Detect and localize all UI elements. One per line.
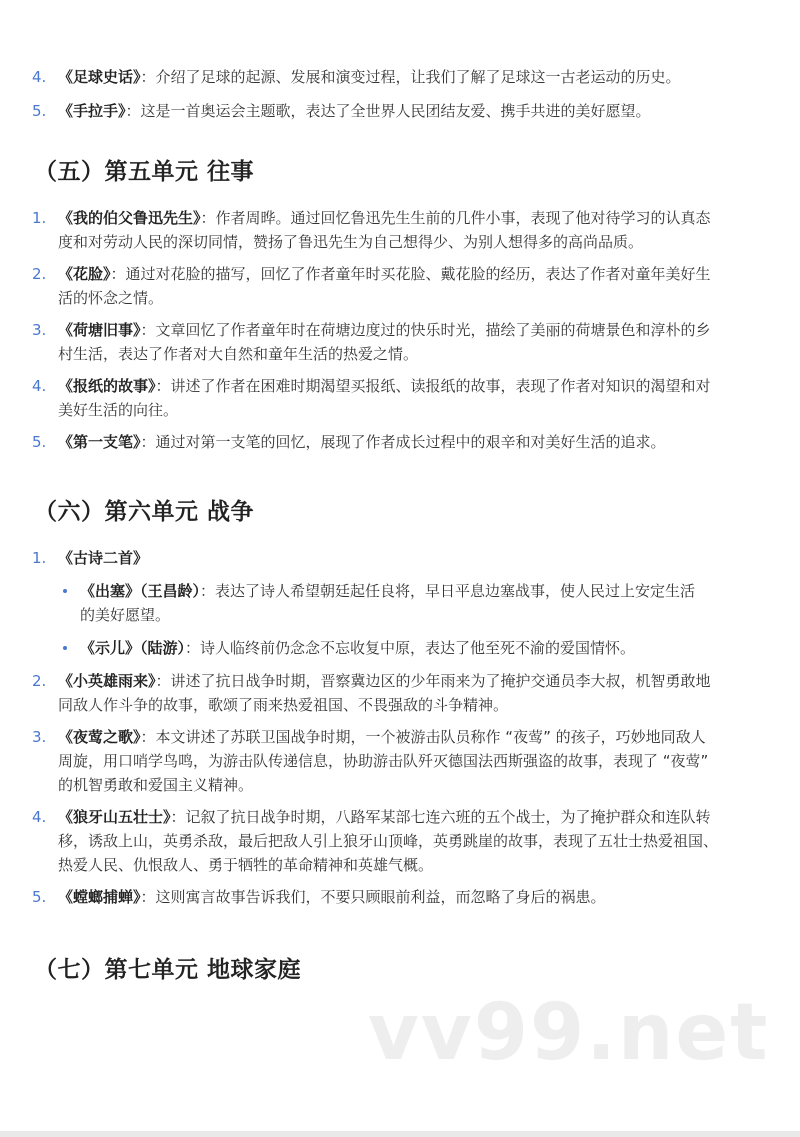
item-text-cont: 热爱人民、仇恨敌人、勇于牺牲的革命精神和英雄气概。 bbox=[58, 856, 434, 874]
item-title: 《花脸》 bbox=[58, 265, 111, 283]
list-item bbox=[32, 885, 784, 909]
item-text: 通过对花脸的描写，回忆了作者童年时买花脸、戴花脸的经历，表达了作者对童年美好生 bbox=[125, 265, 711, 283]
item-text-cont: 周旋，用口哨学鸟鸣，为游击队传递信息，协助游击队歼灭德国法西斯强盗的故事，表现了 “夜莺” bbox=[58, 752, 709, 770]
item-text: 本文讲述了苏联卫国战争时期，一个被游击队员称作 “夜莺” 的孩子，巧妙地同敌人 bbox=[155, 728, 706, 746]
unit5-list bbox=[32, 206, 784, 454]
item-title: 《古诗二首》 bbox=[58, 549, 149, 567]
bullet-icon bbox=[63, 646, 67, 650]
item-colon: ： bbox=[140, 728, 156, 746]
item-colon: ： bbox=[200, 582, 216, 600]
list-item bbox=[32, 374, 784, 422]
page-bottom-edge bbox=[0, 1131, 800, 1137]
item-text: 通过对第一支笔的回忆，展现了作者成长过程中的艰辛和对美好生活的追求。 bbox=[155, 433, 666, 451]
item-text-cont: 村生活，表达了作者对大自然和童年生活的热爱之情。 bbox=[58, 345, 419, 363]
item-colon: ： bbox=[155, 377, 171, 395]
item-colon: ： bbox=[140, 433, 156, 451]
list-item bbox=[32, 805, 784, 877]
unit4-list bbox=[32, 65, 784, 123]
poem-author: （王昌龄） bbox=[140, 582, 201, 600]
item-text: 诗人临终前仍念念不忘收复中原，表达了他至死不渝的爱国情怀。 bbox=[200, 639, 636, 657]
item-colon: ： bbox=[155, 672, 171, 690]
poem-title: 《示儿》 bbox=[80, 639, 141, 657]
list-item bbox=[32, 318, 784, 366]
item-colon: ： bbox=[125, 102, 141, 120]
item-number: 2. bbox=[32, 265, 47, 283]
item-title: 《狼牙山五壮士》 bbox=[58, 808, 171, 826]
list-item bbox=[32, 262, 784, 310]
item-text-cont: 的美好愿望。 bbox=[80, 606, 171, 624]
item-text: 文章回忆了作者童年时在荷塘边度过的快乐时光，描绘了美丽的荷塘景色和淳朴的乡 bbox=[155, 321, 711, 339]
poem-author: （陆游） bbox=[140, 639, 186, 657]
item-number: 1. bbox=[32, 209, 47, 227]
item-title: 《夜莺之歌》 bbox=[58, 728, 141, 746]
item-text-cont: 同敌人作斗争的故事，歌颂了雨来热爱祖国、不畏强敌的斗争精神。 bbox=[58, 696, 509, 714]
item-text: 表达了诗人希望朝廷起任良将，早日平息边塞战事，使人民过上安定生活 bbox=[215, 582, 696, 600]
item-title: 《手拉手》 bbox=[58, 102, 126, 120]
item-text-cont: 的机智勇敢和爱国主义精神。 bbox=[58, 776, 254, 794]
item-title: 《螳螂捕蝉》 bbox=[58, 888, 141, 906]
item-text-cont: 移，诱敌上山，英勇杀敌，最后把敌人引上狼牙山顶峰，英勇跳崖的故事，表现了五壮士热爱祖国、 bbox=[58, 832, 719, 850]
item-number: 5. bbox=[32, 888, 47, 906]
item-title: 《我的伯父鲁迅先生》 bbox=[58, 209, 201, 227]
item-colon: ： bbox=[185, 639, 201, 657]
unit6-list bbox=[32, 546, 784, 909]
list-item bbox=[32, 669, 784, 717]
item-text: 讲述了作者在困难时期渴望买报纸、读报纸的故事，表现了作者对知识的渴望和对 bbox=[170, 377, 711, 395]
item-number: 1. bbox=[32, 549, 47, 567]
section-heading-unit5: （五）第五单元 往事 bbox=[34, 159, 255, 185]
item-text: 作者周晔。通过回忆鲁迅先生生前的几件小事，表现了他对待学习的认真态 bbox=[215, 209, 711, 227]
item-number: 3. bbox=[32, 321, 47, 339]
item-text-cont: 度和对劳动人民的深切同情，赞扬了鲁迅先生为自己想得少、为别人想得多的高尚品质。 bbox=[58, 233, 644, 251]
item-text: 这是一首奥运会主题歌，表达了全世界人民团结友爱、携手共进的美好愿望。 bbox=[140, 102, 651, 120]
item-colon: ： bbox=[110, 265, 126, 283]
list-item bbox=[32, 65, 784, 89]
list-item bbox=[32, 430, 784, 454]
item-colon: ： bbox=[140, 888, 156, 906]
list-item bbox=[32, 206, 784, 254]
item-text: 记叙了抗日战争时期，八路军某部七连六班的五个战士，为了掩护群众和连队转 bbox=[185, 808, 711, 826]
sub-list-item bbox=[32, 579, 784, 627]
sub-list-item bbox=[32, 636, 784, 660]
section-heading-unit7: （七）第七单元 地球家庭 bbox=[34, 957, 302, 983]
item-text: 这则寓言故事告诉我们，不要只顾眼前利益，而忽略了身后的祸患。 bbox=[155, 888, 606, 906]
item-title: 《荷塘旧事》 bbox=[58, 321, 141, 339]
list-item bbox=[32, 725, 784, 797]
item-number: 5. bbox=[32, 433, 47, 451]
item-text: 介绍了足球的起源、发展和演变过程，让我们了解了足球这一古老运动的历史。 bbox=[155, 68, 681, 86]
item-colon: ： bbox=[200, 209, 216, 227]
item-title: 《小英雄雨来》 bbox=[58, 672, 156, 690]
item-number: 4. bbox=[32, 377, 47, 395]
item-number: 2. bbox=[32, 672, 47, 690]
item-number: 4. bbox=[32, 68, 47, 86]
watermark-logo: vv99.net bbox=[368, 988, 770, 1078]
list-item bbox=[32, 546, 784, 570]
item-text-cont: 美好生活的向往。 bbox=[58, 401, 179, 419]
poem-title: 《出塞》 bbox=[80, 582, 141, 600]
item-number: 3. bbox=[32, 728, 47, 746]
item-number: 5. bbox=[32, 102, 47, 120]
item-number: 4. bbox=[32, 808, 47, 826]
section-heading-unit6: （六）第六单元 战争 bbox=[34, 499, 255, 525]
item-colon: ： bbox=[140, 321, 156, 339]
item-text: 讲述了抗日战争时期，晋察冀边区的少年雨来为了掩护交通员李大叔，机智勇敢地 bbox=[170, 672, 711, 690]
item-colon: ： bbox=[170, 808, 186, 826]
bullet-icon bbox=[63, 589, 67, 593]
item-text-cont: 活的怀念之情。 bbox=[58, 289, 164, 307]
list-item bbox=[32, 99, 784, 123]
item-title: 《报纸的故事》 bbox=[58, 377, 156, 395]
item-title: 《足球史话》 bbox=[58, 68, 141, 86]
item-title: 《第一支笔》 bbox=[58, 433, 141, 451]
item-colon: ： bbox=[140, 68, 156, 86]
